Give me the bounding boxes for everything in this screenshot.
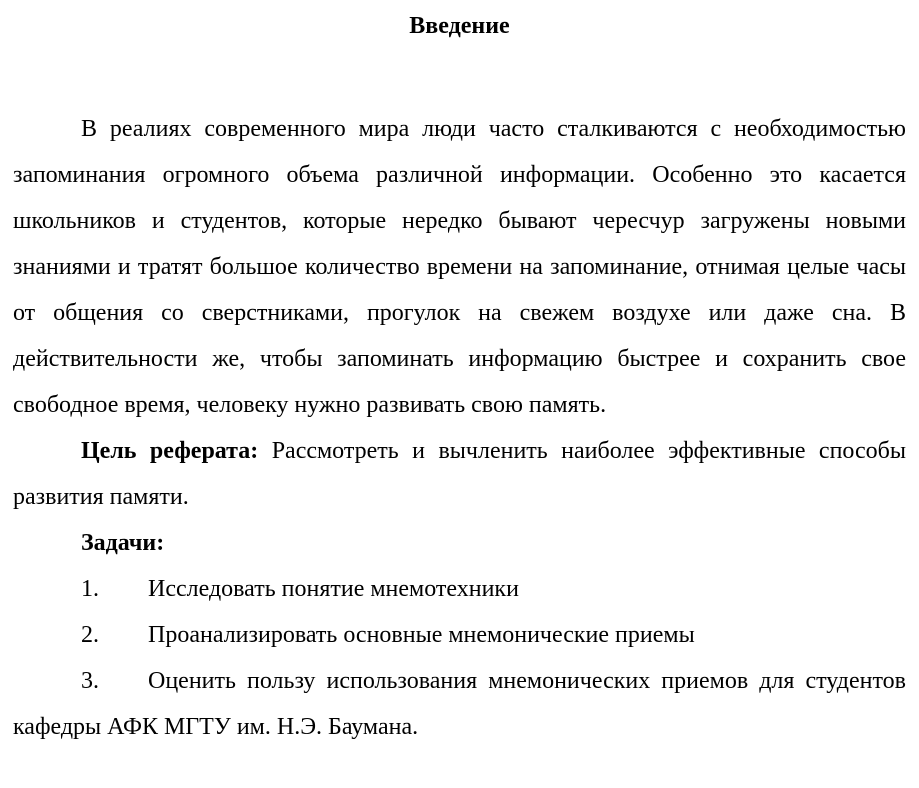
goal-paragraph: [13, 428, 906, 520]
task-number: 3.: [81, 668, 99, 694]
task-number: 2.: [81, 622, 99, 648]
task-text: Исследовать понятие мнемотехники: [148, 576, 519, 602]
goal-text: Рассмотреть и вычленить наиболее эффективные способы развития памяти.: [13, 438, 907, 510]
task-item-1: [13, 566, 906, 612]
task-item-3: [13, 658, 906, 750]
task-item-2: [13, 612, 906, 658]
goal-label: Цель реферата:: [81, 438, 259, 464]
page-title: Введение: [409, 13, 510, 39]
task-text: Оценить пользу использования мнемонических приемов для студентов кафедры АФК МГТУ им. Н.Э. Баумана.: [13, 668, 906, 740]
task-number: 1.: [81, 576, 99, 602]
tasks-heading: Задачи:: [81, 530, 165, 556]
task-text: Проанализировать основные мнемонические приемы: [148, 622, 695, 648]
intro-paragraph: В реалиях современного мира люди часто сталкиваются с необходимостью запоминания огромного объема различной информации. Особенно это касается школьников и студентов, которые нередко бывают чересчур загружены новыми знаниями и тратят большое количество времени на запоминание, отнимая целые часы от общения со сверстниками, прогулок на свежем воздухе или даже сна. В действительности же, чтобы запоминать информацию быстрее и сохранить свое свободное время, человеку нужно развивать свою память.: [13, 116, 906, 418]
